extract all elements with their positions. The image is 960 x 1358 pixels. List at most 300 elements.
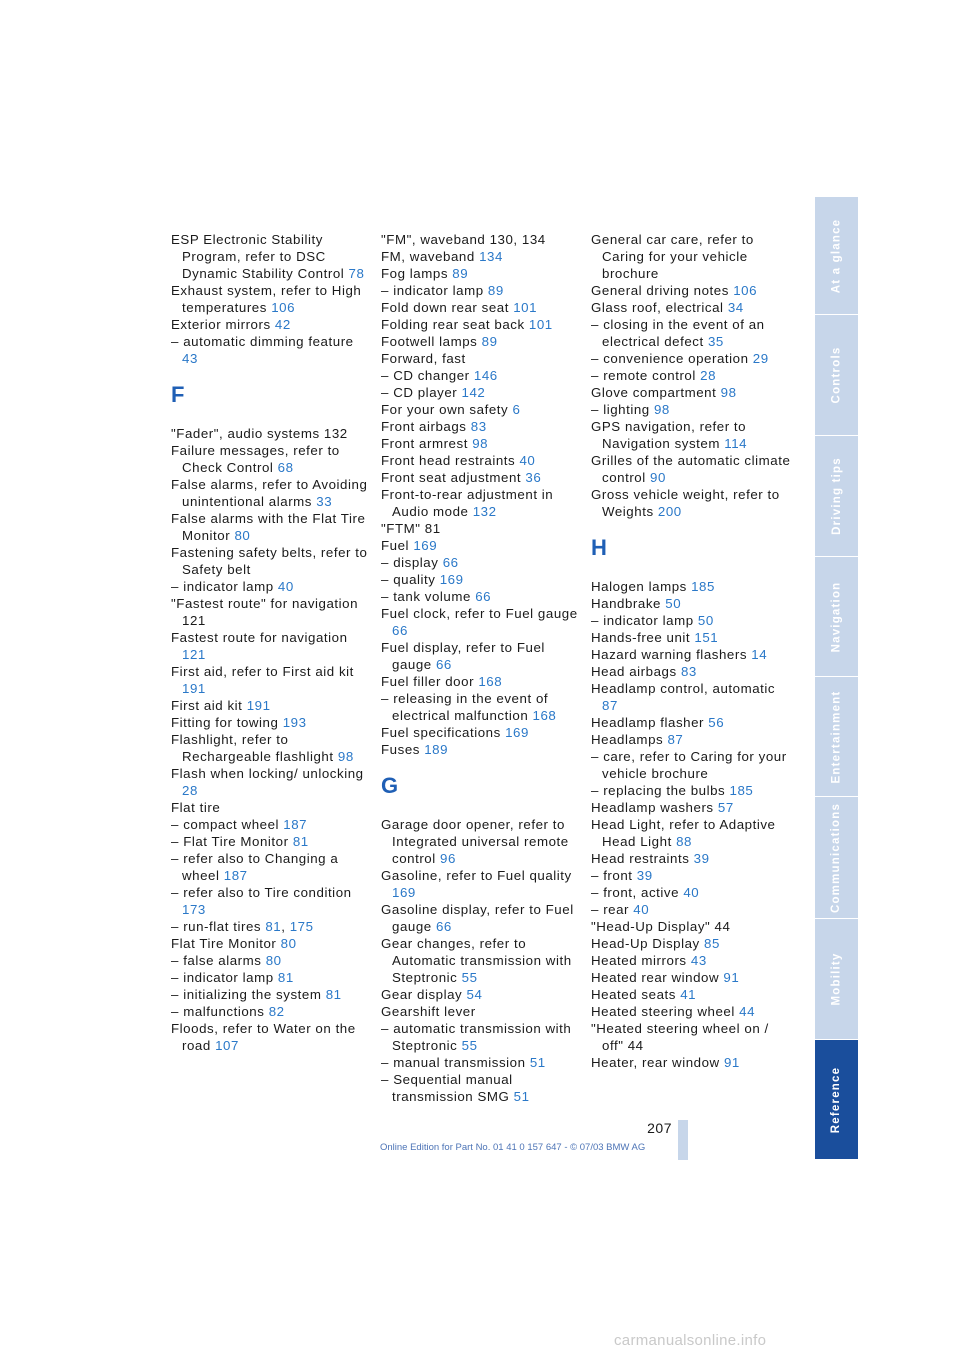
index-entry [591, 714, 791, 731]
page-link[interactable]: 66 [435, 919, 452, 934]
index-entry [591, 680, 791, 714]
index-entry-text: First aid, refer to First aid kit [171, 664, 354, 679]
page-link[interactable]: 98 [472, 436, 489, 451]
page-link[interactable]: 83 [680, 664, 697, 679]
index-entry-text: Heater, rear window [591, 1055, 720, 1070]
page-link[interactable]: 191 [246, 698, 271, 713]
tab-label: Navigation [830, 581, 843, 652]
tab-label: Controls [830, 346, 843, 404]
index-entry [591, 1054, 791, 1071]
page-link[interactable]: 142 [461, 385, 486, 400]
index-entry [171, 1003, 371, 1020]
index-entry [381, 571, 581, 588]
index-entry-text: Headlamps [591, 732, 664, 747]
index-entry [381, 935, 581, 986]
index-column-1 [171, 231, 371, 1054]
index-entry-text: Gasoline display, refer to Fuel gauge [381, 902, 574, 934]
index-entry [381, 1003, 581, 1020]
index-entry [381, 537, 581, 554]
page-link[interactable]: 35 [707, 334, 724, 349]
index-entry [171, 850, 371, 884]
page-link[interactable]: 39 [693, 851, 710, 866]
index-entry [591, 748, 791, 782]
index-entry-text: Glass roof, electrical [591, 300, 724, 315]
index-entry-text: Fold down rear seat [381, 300, 509, 315]
index-entry-text: – false alarms [171, 953, 262, 968]
index-entry [171, 595, 371, 629]
index-entry-text: Fastening safety belts, refer to Safety belt [171, 545, 368, 577]
page-link[interactable]: 101 [513, 300, 538, 315]
index-entry-text: "Fastest route" for navigation 121 [171, 596, 359, 628]
index-entry [171, 799, 371, 816]
page-link[interactable]: 80 [234, 528, 251, 543]
page-link[interactable]: 107 [215, 1038, 239, 1053]
index-entry-text: Fuses [381, 742, 420, 757]
index-entry [381, 816, 581, 867]
index-entry [381, 1054, 581, 1071]
index-entry [381, 554, 581, 571]
page-number-bar [678, 1120, 688, 1160]
index-entry-text: Flat tire [171, 800, 221, 815]
index-entry-text: – indicator lamp [591, 613, 694, 628]
page-link[interactable]: 193 [282, 715, 307, 730]
index-letter-heading: H [591, 535, 607, 560]
index-entry-text: General car care, refer to Caring for your vehicle brochure [591, 232, 754, 281]
page-link[interactable]: 66 [442, 555, 459, 570]
index-entry-text: Flat Tire Monitor [171, 936, 277, 951]
index-entry-text: Hazard warning flashers [591, 647, 748, 662]
page-link[interactable]: 40 [519, 453, 536, 468]
index-entry-text: – run-flat tires [171, 919, 262, 934]
index-entry-text: Front-to-rear adjustment in Audio mode [381, 487, 554, 519]
index-entry-text: Exterior mirrors [171, 317, 271, 332]
page-link[interactable]: 168 [478, 674, 503, 689]
index-entry-text: – releasing in the event of electrical malfunction [381, 691, 549, 723]
page-link[interactable]: 80 [280, 936, 297, 951]
index-entry-text: Grilles of the automatic climate control [591, 453, 791, 485]
index-entry [171, 544, 371, 578]
index-entry [171, 697, 371, 714]
page-link[interactable]: 43 [690, 953, 707, 968]
index-entry [591, 401, 791, 418]
index-entry [381, 435, 581, 452]
page-link[interactable]: 66 [392, 623, 408, 638]
index-entry-text: Flashlight, refer to Rechargeable flashlight [171, 732, 334, 764]
page-link[interactable]: 68 [277, 460, 294, 475]
index-entry-text: Gear changes, refer to Automatic transmission with Steptronic [381, 936, 572, 985]
index-entry [171, 476, 371, 510]
index-entry [171, 833, 371, 850]
page-link[interactable]: 28 [700, 368, 717, 383]
index-entry-text: GPS navigation, refer to Navigation system [591, 419, 747, 451]
tab-label: Reference [830, 1066, 843, 1133]
index-entry-text: "FTM" 81 [381, 521, 441, 536]
index-entry-text: Front head restraints [381, 453, 516, 468]
page-link[interactable]: 43 [182, 351, 198, 366]
index-entry [591, 918, 791, 935]
page-link[interactable]: 200 [657, 504, 682, 519]
index-entry-text: – indicator lamp [381, 283, 484, 298]
page-link[interactable]: 51 [513, 1089, 530, 1104]
index-entry-text: Head Light, refer to Adaptive Head Light [591, 817, 776, 849]
page-link[interactable]: 66 [435, 657, 452, 672]
index-entry [171, 231, 371, 282]
index-entry-text: False alarms with the Flat Tire Monitor [171, 511, 366, 543]
tab-label: Driving tips [830, 457, 843, 535]
index-entry-text: Front seat adjustment [381, 470, 522, 485]
index-entry-text: – Flat Tire Monitor [171, 834, 289, 849]
index-entry [381, 690, 581, 724]
index-entry [591, 1003, 791, 1020]
index-entry [171, 816, 371, 833]
index-entry [171, 442, 371, 476]
page-link[interactable]: 82 [268, 1004, 285, 1019]
page-link[interactable]: 85 [704, 936, 720, 951]
index-entry-text: Front airbags [381, 419, 467, 434]
index-letter-heading: G [381, 773, 399, 798]
index-entry-text: Heated steering wheel [591, 1004, 735, 1019]
page-link[interactable]: 81 [277, 970, 294, 985]
index-entry-text: – remote control [591, 368, 696, 383]
page-link[interactable]: 189 [424, 742, 449, 757]
index-entry-text: – display [381, 555, 439, 570]
page-link[interactable]: 78 [348, 266, 365, 281]
page-link[interactable]: 55 [461, 1038, 478, 1053]
index-entry [381, 248, 581, 265]
page-link[interactable]: 55 [461, 970, 478, 985]
index-entry-text: – indicator lamp [171, 970, 274, 985]
index-entry-text: Gearshift lever [381, 1004, 476, 1019]
page-link[interactable]: 101 [528, 317, 553, 332]
index-entry [171, 918, 371, 935]
page-link[interactable]: 33 [316, 494, 333, 509]
index-entry-text: Heated rear window [591, 970, 720, 985]
page-link[interactable]: 191 [182, 681, 206, 696]
index-entry-text: Head restraints [591, 851, 690, 866]
index-entry-text: Gasoline, refer to Fuel quality [381, 868, 572, 883]
tab-label: At a glance [830, 218, 843, 293]
page-link[interactable]: 89 [481, 334, 498, 349]
index-entry-text: Fog lamps [381, 266, 449, 281]
page-link[interactable]: 87 [667, 732, 684, 747]
index-entry [591, 231, 791, 282]
index-entry [591, 867, 791, 884]
index-entry-text: Garage door opener, refer to Integrated universal remote control [381, 817, 569, 866]
index-entry [171, 425, 371, 442]
page-link[interactable]: 88 [676, 834, 692, 849]
page-link[interactable]: 56 [708, 715, 725, 730]
index-entry-text: Fuel display, refer to Fuel gauge [381, 640, 545, 672]
page-link[interactable]: 40 [277, 579, 294, 594]
page-link[interactable]: 89 [452, 266, 469, 281]
page-link[interactable]: 168 [532, 708, 557, 723]
page-link[interactable]: 91 [723, 970, 740, 985]
index-entry [591, 595, 791, 612]
index-entry [381, 316, 581, 333]
page-link[interactable]: 40 [633, 902, 650, 917]
index-entry [591, 299, 791, 316]
index-entry-text: – quality [381, 572, 436, 587]
page-link[interactable]: 81 [265, 919, 282, 934]
index-entry-text: First aid kit [171, 698, 243, 713]
index-entry [381, 867, 581, 901]
tab-label: Entertainment [830, 690, 843, 783]
index-entry-text: "FM", waveband 130, 134 [381, 232, 546, 247]
index-entry [381, 986, 581, 1003]
index-entry-text: "Heated steering wheel on / off" 44 [591, 1021, 769, 1053]
page-separator: , [281, 919, 286, 934]
index-entry [381, 282, 581, 299]
index-entry [381, 350, 581, 367]
index-entry-text: – initializing the system [171, 987, 322, 1002]
tab-entertainment[interactable] [815, 677, 858, 797]
index-entry [171, 731, 371, 765]
page-link[interactable]: 28 [182, 783, 198, 798]
page-link[interactable]: 83 [470, 419, 487, 434]
index-entry [381, 1071, 581, 1105]
index-entry-text: Halogen lamps [591, 579, 687, 594]
index-entry [171, 316, 371, 333]
index-entry [381, 741, 581, 758]
index-entry [591, 578, 791, 595]
index-entry-text: Exhaust system, refer to High temperatures [171, 283, 362, 315]
index-letter-heading: F [171, 382, 185, 407]
page-link[interactable]: 51 [529, 1055, 546, 1070]
page-link[interactable]: 106 [733, 283, 758, 298]
index-entry-text: Gear display [381, 987, 463, 1002]
index-entry-text: Fastest route for navigation [171, 630, 348, 645]
index-entry-text: Fuel filler door [381, 674, 475, 689]
index-entry [171, 884, 371, 918]
index-entry [381, 520, 581, 537]
index-entry [591, 646, 791, 663]
tab-navigation[interactable] [815, 557, 858, 677]
page-link[interactable]: 90 [650, 470, 666, 485]
index-entry [591, 282, 791, 299]
page-link[interactable]: 169 [413, 538, 438, 553]
page-link[interactable]: 81 [325, 987, 342, 1002]
page-link[interactable]: 169 [505, 725, 529, 740]
index-entry-text: – manual transmission [381, 1055, 526, 1070]
index-entry-text: Head airbags [591, 664, 677, 679]
index-entry [591, 1020, 791, 1054]
index-entry-text: Head-Up Display [591, 936, 700, 951]
index-entry [171, 578, 371, 595]
index-entry-text: – convenience operation [591, 351, 749, 366]
index-entry [171, 510, 371, 544]
index-entry-text: Heated mirrors [591, 953, 687, 968]
page-link[interactable]: 146 [473, 368, 498, 383]
index-entry [591, 316, 791, 350]
tab-mobility[interactable] [815, 919, 858, 1040]
page-link[interactable]: 81 [292, 834, 309, 849]
index-entry [171, 765, 371, 799]
index-entry-text: – refer also to Changing a wheel [171, 851, 339, 883]
index-entry [591, 986, 791, 1003]
index-entry [591, 816, 791, 850]
index-entry [171, 1020, 371, 1054]
index-entry [381, 469, 581, 486]
index-entry [381, 384, 581, 401]
index-entry-text: FM, waveband [381, 249, 475, 264]
index-entry-text: Flash when locking/ unlocking [171, 766, 364, 781]
index-entry [591, 629, 791, 646]
index-entry-text: Fuel [381, 538, 410, 553]
index-entry-text: Forward, fast [381, 351, 466, 366]
index-entry-text: Headlamp control, automatic [591, 681, 776, 696]
page-link[interactable]: 185 [691, 579, 715, 594]
index-entry [591, 935, 791, 952]
index-entry-text: Fitting for towing [171, 715, 279, 730]
index-entry-text: – front [591, 868, 633, 883]
index-entry-text: ESP Electronic Stability Program, refer to DSC Dynamic Stability Control [171, 232, 345, 281]
index-entry-text: – automatic dimming feature [171, 334, 354, 349]
index-entry [381, 673, 581, 690]
page-link[interactable]: 40 [683, 885, 700, 900]
tab-driving-tips[interactable] [815, 436, 858, 557]
index-entry-text: – CD changer [381, 368, 470, 383]
index-entry-text: Floods, refer to Water on the road [171, 1021, 356, 1053]
page-link[interactable]: 151 [694, 630, 719, 645]
index-entry-text: – automatic transmission with Steptronic [381, 1021, 572, 1053]
index-entry [171, 952, 371, 969]
index-entry [591, 486, 791, 520]
page-link[interactable]: 44 [739, 1004, 756, 1019]
index-entry-text: Folding rear seat back [381, 317, 525, 332]
page-number: 207 [647, 1120, 672, 1136]
page-link[interactable]: 185 [729, 783, 754, 798]
index-entry-text: Gross vehicle weight, refer to Weights [591, 487, 780, 519]
index-entry [171, 663, 371, 697]
page-link[interactable]: 34 [727, 300, 744, 315]
index-entry-text: – lighting [591, 402, 650, 417]
index-entry-text: Fuel clock, refer to Fuel gauge [381, 606, 578, 621]
index-entry-text: – front, active [591, 885, 680, 900]
index-entry-text: Failure messages, refer to Check Control [171, 443, 340, 475]
page-link[interactable]: 96 [440, 851, 456, 866]
page-link[interactable]: 98 [653, 402, 670, 417]
index-entry-text: – compact wheel [171, 817, 280, 832]
index-entry-text: – malfunctions [171, 1004, 265, 1019]
index-entry-text: "Head-Up Display" 44 [591, 919, 731, 934]
index-entry [381, 299, 581, 316]
index-entry [591, 884, 791, 901]
index-entry [591, 452, 791, 486]
page-link[interactable]: 50 [697, 613, 714, 628]
index-entry [381, 724, 581, 741]
index-entry [381, 418, 581, 435]
page-link[interactable]: 54 [466, 987, 483, 1002]
page-link[interactable]: 121 [182, 647, 206, 662]
page-link[interactable]: 39 [636, 868, 653, 883]
index-entry [381, 605, 581, 639]
footer-edition-text: Online Edition for Part No. 01 41 0 157 647 - © 07/03 BMW AG [380, 1142, 646, 1153]
page-link[interactable]: 91 [723, 1055, 740, 1070]
index-entry [381, 231, 581, 248]
index-entry-text: – closing in the event of an electrical defect [591, 317, 765, 349]
index-entry [171, 282, 371, 316]
page-link[interactable]: 66 [475, 589, 492, 604]
page-link[interactable]: 169 [439, 572, 464, 587]
tab-communications[interactable] [815, 797, 858, 919]
index-entry-text: – refer also to Tire condition [171, 885, 352, 900]
index-column-2 [381, 231, 581, 1105]
index-entry [381, 588, 581, 605]
index-entry [381, 1020, 581, 1054]
index-entry [591, 612, 791, 629]
index-entry-text: Front armrest [381, 436, 468, 451]
index-entry [381, 901, 581, 935]
index-entry [381, 367, 581, 384]
tab-label: Communications [830, 802, 843, 913]
index-entry [171, 935, 371, 952]
page-link[interactable]: 57 [717, 800, 734, 815]
page-link[interactable]: 187 [283, 817, 308, 832]
page-link[interactable]: 41 [680, 987, 697, 1002]
index-column-3 [591, 231, 791, 1071]
index-entry [171, 986, 371, 1003]
page-link[interactable]: 173 [182, 902, 206, 917]
page-link[interactable]: 98 [720, 385, 737, 400]
page-link[interactable]: 89 [487, 283, 504, 298]
page-link[interactable]: 87 [602, 698, 618, 713]
index-entry [381, 486, 581, 520]
index-entry [171, 969, 371, 986]
index-entry-text: – care, refer to Caring for your vehicle brochure [591, 749, 787, 781]
page-link[interactable]: 50 [665, 596, 682, 611]
index-entry [591, 384, 791, 401]
page-link[interactable]: 187 [223, 868, 248, 883]
tab-reference[interactable] [815, 1040, 858, 1160]
page-link[interactable]: 114 [724, 436, 748, 451]
index-entry-text: Glove compartment [591, 385, 717, 400]
index-entry-text: False alarms, refer to Avoiding unintentional alarms [171, 477, 368, 509]
index-entry [171, 714, 371, 731]
page-link[interactable]: 169 [392, 885, 416, 900]
index-entry-text: – rear [591, 902, 630, 917]
tab-at-a-glance[interactable] [815, 197, 858, 315]
index-entry [591, 418, 791, 452]
page-link[interactable]: 36 [525, 470, 542, 485]
tab-controls[interactable] [815, 315, 858, 436]
page-link[interactable]: 134 [479, 249, 503, 264]
page-link[interactable]: 42 [274, 317, 291, 332]
page-link[interactable]: 106 [271, 300, 296, 315]
page-link[interactable]: 175 [289, 919, 314, 934]
index-entry [381, 639, 581, 673]
index-entry [591, 782, 791, 799]
page-link[interactable]: 6 [512, 402, 521, 417]
index-entry-text: – CD player [381, 385, 458, 400]
index-entry-text: – replacing the bulbs [591, 783, 726, 798]
index-entry-text: – indicator lamp [171, 579, 274, 594]
page-link[interactable]: 80 [265, 953, 282, 968]
page-link[interactable]: 14 [751, 647, 768, 662]
page-link[interactable]: 98 [337, 749, 354, 764]
index-entry-text: Handbrake [591, 596, 661, 611]
index-entry [381, 452, 581, 469]
index-entry-text: General driving notes [591, 283, 729, 298]
index-entry [381, 401, 581, 418]
index-entry-text: Hands-free unit [591, 630, 691, 645]
page-link[interactable]: 132 [472, 504, 497, 519]
index-entry-text: – Sequential manual transmission SMG [381, 1072, 513, 1104]
index-entry [591, 367, 791, 384]
index-entry-text: "Fader", audio systems 132 [171, 426, 348, 441]
index-entry-text: Headlamp flasher [591, 715, 705, 730]
index-entry-text: – tank volume [381, 589, 471, 604]
page-link[interactable]: 29 [752, 351, 769, 366]
